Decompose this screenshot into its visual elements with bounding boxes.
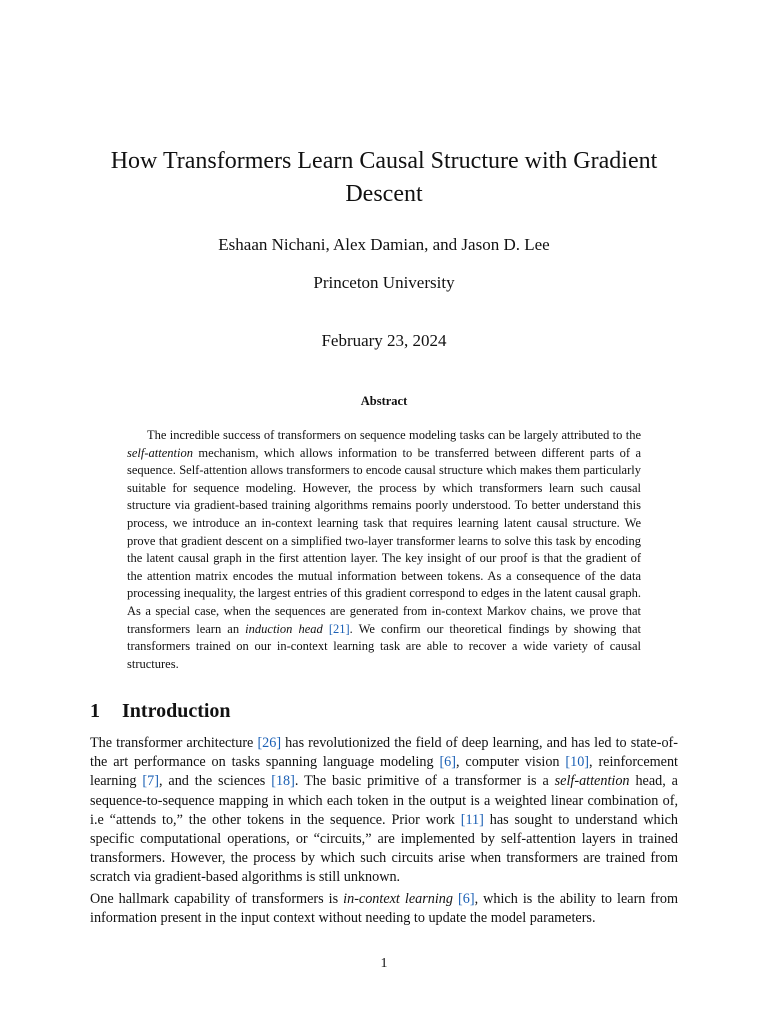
citation-link[interactable]: [10] — [565, 754, 590, 771]
abstract-text: mechanism, which allows information to be transferred between different parts of a sequence. Self-attention allows transformers to encode causal structure which makes them particularly suitable for sequence modeling. However, the process by which transformers learn such causal structure via gradient-based training algorithms remains poorly understood. To better understand this process, we introduce an in-context learning task that requires learning latent causal structure. We prove that gradient descent on a simplified two-layer transformer learns to solve this task by encoding the latent causal graph in the first attention layer. The key insight of our proof is that the gradient of the attention matrix encodes the mutual information between tokens. As a consequence of the data processing inequality, the largest entries of this gradient correspond to edges in the latent causal graph. As a special case, when the sequences are generated from in-context Markov chains, we prove that transformers learn an — [127, 445, 641, 636]
body-emphasis: in-context learning — [343, 891, 453, 907]
affiliation: Princeton University — [313, 273, 455, 292]
citation-link[interactable]: [11] — [460, 811, 484, 828]
paper-title: How Transformers Learn Causal Structure with Gradient Descent — [110, 148, 658, 207]
abstract-emphasis: self-attention — [127, 445, 193, 460]
body-text: , and the sciences — [158, 773, 272, 790]
citation-link[interactable]: [7] — [142, 773, 159, 790]
intro-paragraph-1 — [90, 734, 678, 888]
citation-link[interactable]: [21] — [328, 621, 350, 636]
citation-link[interactable]: [18] — [271, 773, 295, 790]
body-text: , reinforcement learning — [90, 754, 678, 790]
abstract-text: The incredible success of transformers on sequence modeling tasks can be largely attributed to the — [147, 428, 641, 442]
body-text: , which is the ability to learn from information present in the input context without needing to update the model parameters. — [90, 891, 678, 927]
body-text: has revolutionized the field of deep learning, and has led to state-of-the art performance on tasks spanning language modeling — [90, 735, 678, 771]
section-number: 1 — [90, 700, 100, 722]
citation-link[interactable]: [6] — [458, 891, 475, 907]
publication-date: February 23, 2024 — [321, 331, 447, 350]
abstract-body — [127, 427, 641, 673]
author-list: Eshaan Nichani, Alex Damian, and Jason D. Lee — [218, 235, 550, 254]
section-title: Introduction — [122, 700, 231, 722]
citation-link[interactable]: [6] — [439, 754, 456, 771]
citation-link[interactable]: [26] — [257, 735, 282, 751]
body-text: The transformer architecture — [90, 735, 258, 751]
body-text: One hallmark capability of transformers is — [90, 891, 344, 907]
body-emphasis: self-attention — [554, 773, 630, 790]
body-text: has sought to understand which specific computational operations, or “circuits,” are implemented by self-attention layers in trained transformers. However, the process by which such circuits arise when transformers are trained from scratch via gradient-based algorithms is still unknown. — [90, 811, 678, 886]
abstract-text: . We confirm our theoretical findings by showing that transformers trained on our in-context learning task are able to recover a wide variety of causal structures. — [127, 621, 642, 671]
body-text: . The basic primitive of a transformer is a — [294, 773, 555, 790]
body-text: , computer vision — [456, 754, 566, 771]
abstract-emphasis: induction head — [245, 621, 323, 636]
page-number: 1 — [380, 956, 388, 971]
section-heading — [90, 700, 231, 723]
abstract-heading: Abstract — [360, 394, 408, 408]
intro-paragraph-2 — [90, 890, 678, 928]
body-text: head, a sequence-to-sequence mapping in which each token in the output is a weighted linear combination of, i.e “attends to,” the other tokens in the sequence. Prior work — [90, 773, 678, 828]
